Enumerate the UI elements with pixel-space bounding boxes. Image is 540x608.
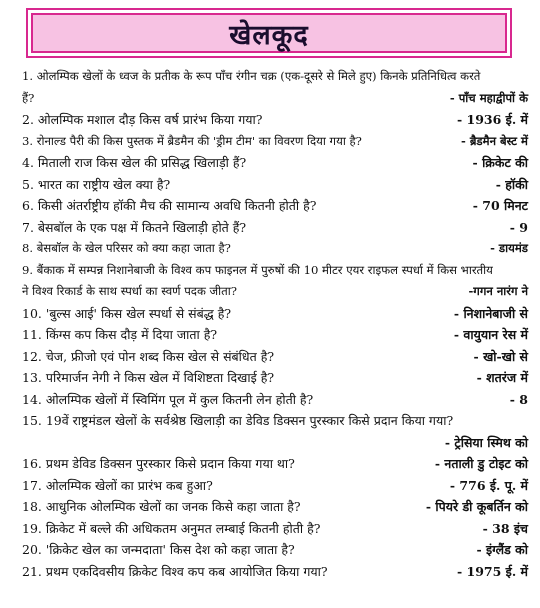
page-title: खेलकूद xyxy=(229,19,309,51)
answer-text: - 1936 ई. में xyxy=(457,112,528,127)
answer-text: - 38 इंच xyxy=(482,520,528,536)
answer-text: - खो-खो से xyxy=(473,348,528,364)
qa-item-1 xyxy=(22,66,528,109)
answer-text: - निशानेबाजी से xyxy=(453,305,528,321)
answer-text: - हॉकी xyxy=(495,176,528,192)
question-text: 8. बेसबॉल के खेल परिसर को क्या कहा जाता है? xyxy=(22,241,231,255)
answer-text: - पाँच महाद्वीपों के xyxy=(449,90,528,105)
qa-item-17 xyxy=(22,475,528,497)
qa-item-13 xyxy=(22,367,528,389)
answer-text: -गगन नारंग ने xyxy=(468,284,528,298)
qa-item-2 xyxy=(22,109,528,131)
question-text: 18. आधुनिक ओलम्पिक खेलों का जनक किसे कहा जाता है? xyxy=(22,499,301,514)
question-text: 13. परिमार्जन नेगी ने किस खेल में विशिष्टता दिखाई है? xyxy=(22,370,275,385)
qa-item-20 xyxy=(22,539,528,561)
question-text: ने विश्व रिकार्ड के साथ स्पर्धा का स्वर्ण पदक जीता? xyxy=(22,284,237,298)
answer-text: - क्रिकेट की xyxy=(472,155,528,170)
qa-item-6 xyxy=(22,195,528,217)
question-text: 12. चेज, फ्रीजो एवं पोन शब्द किस खेल से संबंधित है? xyxy=(22,348,275,364)
qa-item-18 xyxy=(22,496,528,518)
qa-item-8 xyxy=(22,238,528,260)
qa-item-14 xyxy=(22,389,528,411)
answer-text: - इंग्लैंड को xyxy=(476,542,528,557)
question-text: 9. बैंकाक में सम्पन्न निशानेबाजी के विश्व कप फाइनल में पुरुषों की 10 मीटर एयर राइफल स्पर्धा में किस भारतीय xyxy=(22,262,493,277)
answer-text: - 1975 ई. में xyxy=(457,563,528,579)
question-text: 2. ओलम्पिक मशाल दौड़ किस वर्ष प्रारंभ किया गया? xyxy=(22,112,263,127)
qa-item-11 xyxy=(22,324,528,346)
question-text: 7. बेसबॉल के एक पक्ष में कितने खिलाड़ी होते हैं? xyxy=(22,219,247,235)
question-text: 16. प्रथम डेविड डिक्सन पुरस्कार किसे प्रदान किया गया था? xyxy=(22,456,295,471)
answer-text: - नताली डु टोइट को xyxy=(434,456,528,471)
qa-item-12 xyxy=(22,346,528,368)
question-text: 20. 'क्रिकेट खेल का जन्मदाता' किस देश को कहा जाता है? xyxy=(22,542,295,557)
question-text: 4. मिताली राज किस खेल की प्रसिद्ध खिलाड़ी हैं? xyxy=(22,155,247,170)
qa-item-9 xyxy=(22,260,528,303)
answer-text: - 70 मिनट xyxy=(472,198,528,213)
qa-item-19 xyxy=(22,518,528,540)
answer-text: - 8 xyxy=(509,391,528,407)
question-text: हैं? xyxy=(22,90,35,105)
qa-item-10 xyxy=(22,303,528,325)
qa-item-16 xyxy=(22,453,528,475)
answer-text: - शतरंज में xyxy=(476,370,528,385)
answer-text: - ब्रैडमैन बेस्ट में xyxy=(460,133,528,148)
question-text: 15. 19वें राष्ट्रमंडल खेलों के सर्वश्रेष्ठ खिलाड़ी का डेविड डिक्सन पुरस्कार किसे प्रदान किया गया? xyxy=(22,413,454,428)
title-banner-inner xyxy=(31,13,507,53)
qa-item-3 xyxy=(22,131,528,153)
question-list xyxy=(22,66,528,582)
question-text: 21. प्रथम एकदिवसीय क्रिकेट विश्व कप कब आयोजित किया गया? xyxy=(22,563,328,579)
question-text: 14. ओलम्पिक खेलों में स्विमिंग पूल में कुल कितनी लेन होती है? xyxy=(22,391,314,407)
answer-text: - ट्रेसिया स्मिथ को xyxy=(444,434,528,450)
answer-text: - 9 xyxy=(509,219,528,235)
question-text: 19. क्रिकेट में बल्ले की अधिकतम अनुमत लम्बाई कितनी होती है? xyxy=(22,520,321,536)
answer-text: - 776 ई. पू. में xyxy=(449,477,528,493)
qa-item-4 xyxy=(22,152,528,174)
question-text: 3. रोनाल्ड पैरी की किस पुस्तक में ब्रैडमैन की 'ड्रीम टीम' का विवरण दिया गया है? xyxy=(22,133,362,148)
question-text: 10. 'बुल्स आई' किस खेल स्पर्धा से संबंद्ध है? xyxy=(22,305,232,321)
question-text: 17. ओलम्पिक खेलों का प्रारंभ कब हुआ? xyxy=(22,477,213,493)
title-banner xyxy=(26,8,512,58)
qa-item-7 xyxy=(22,217,528,239)
question-text: 5. भारत का राष्ट्रीय खेल क्या है? xyxy=(22,176,171,192)
qa-item-5 xyxy=(22,174,528,196)
question-text: 1. ओलम्पिक खेलों के ध्वज के प्रतीक के रूप पाँच रंगीन चक्र (एक-दूसरे से मिले हुए) किनके प्रतिनिधित्व करते xyxy=(22,69,481,83)
qa-item-21 xyxy=(22,561,528,583)
answer-text: - डायमंड xyxy=(490,241,528,255)
answer-text: - पियरे डी कूबर्तिन को xyxy=(425,499,528,514)
question-text: 6. किसी अंतर्राष्ट्रीय हॉकी मैच की सामान्य अवधि कितनी होती है? xyxy=(22,198,317,213)
question-text: 11. किंग्स कप किस दौड़ में दिया जाता है? xyxy=(22,327,218,342)
answer-text: - वायुयान रेस में xyxy=(453,327,528,342)
qa-item-15 xyxy=(22,410,528,453)
